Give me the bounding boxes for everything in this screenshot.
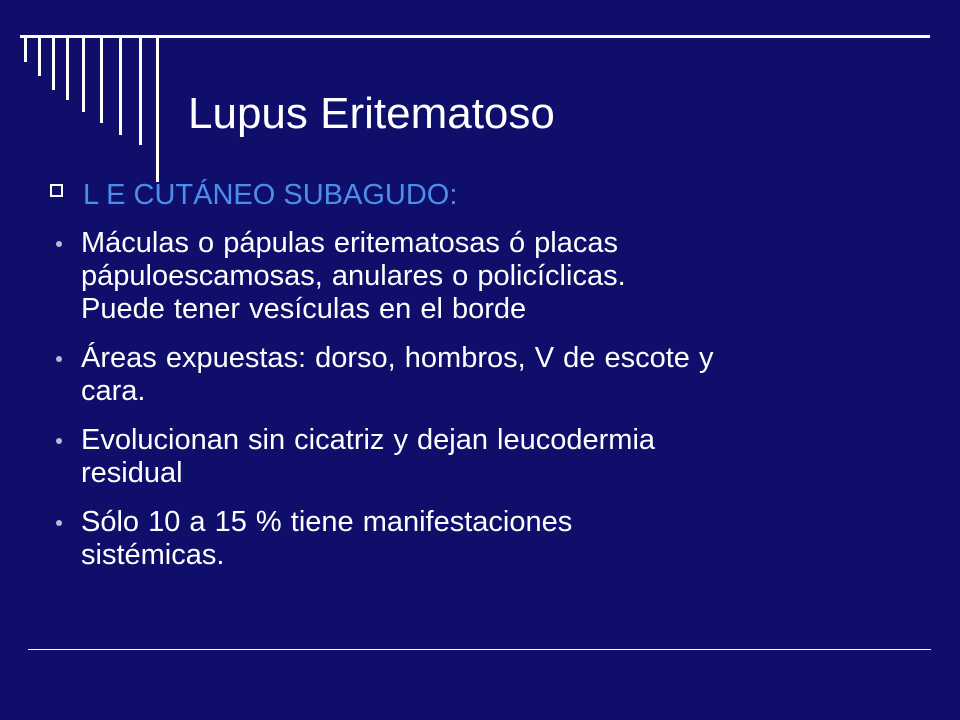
bottom-decorative-rule	[28, 649, 931, 650]
slide-title: Lupus Eritematoso	[188, 89, 555, 138]
bullet-item	[56, 227, 916, 326]
bullet-item	[56, 342, 916, 408]
decorative-tick	[82, 38, 85, 112]
bullet-dot-icon	[56, 241, 62, 247]
decorative-tick	[139, 38, 142, 145]
bullet-dot-icon	[56, 520, 62, 526]
decorative-tick	[100, 38, 103, 123]
square-bullet-icon	[50, 184, 63, 197]
bullet-line: Evolucionan sin cicatriz y dejan leucodermia	[81, 424, 656, 456]
bullet-line: Puede tener vesículas en el borde	[81, 293, 527, 325]
bullet-line: Sólo 10 a 15 % tiene manifestaciones	[81, 506, 573, 538]
bullet-line: cara.	[81, 375, 146, 407]
bullet-list	[56, 227, 916, 588]
decorative-tick	[156, 38, 159, 182]
decorative-tick	[119, 38, 122, 135]
bullet-line: Máculas o pápulas eritematosas ó placas	[81, 227, 618, 259]
bullet-line: residual	[81, 457, 183, 489]
decorative-tick	[66, 38, 69, 100]
bullet-line: sistémicas.	[81, 539, 225, 571]
decorative-tick	[52, 38, 55, 90]
decorative-tick	[38, 38, 41, 76]
bullet-item	[56, 424, 916, 490]
decorative-tick	[24, 38, 27, 62]
bullet-line: pápuloescamosas, anulares o policíclicas.	[81, 260, 626, 292]
section-heading-text: L E CUTÁNEO SUBAGUDO:	[83, 179, 458, 211]
bullet-dot-icon	[56, 356, 62, 362]
bullet-line: Áreas expuestas: dorso, hombros, V de escote y	[81, 342, 714, 374]
bullet-dot-icon	[56, 438, 62, 444]
bullet-item	[56, 506, 916, 572]
